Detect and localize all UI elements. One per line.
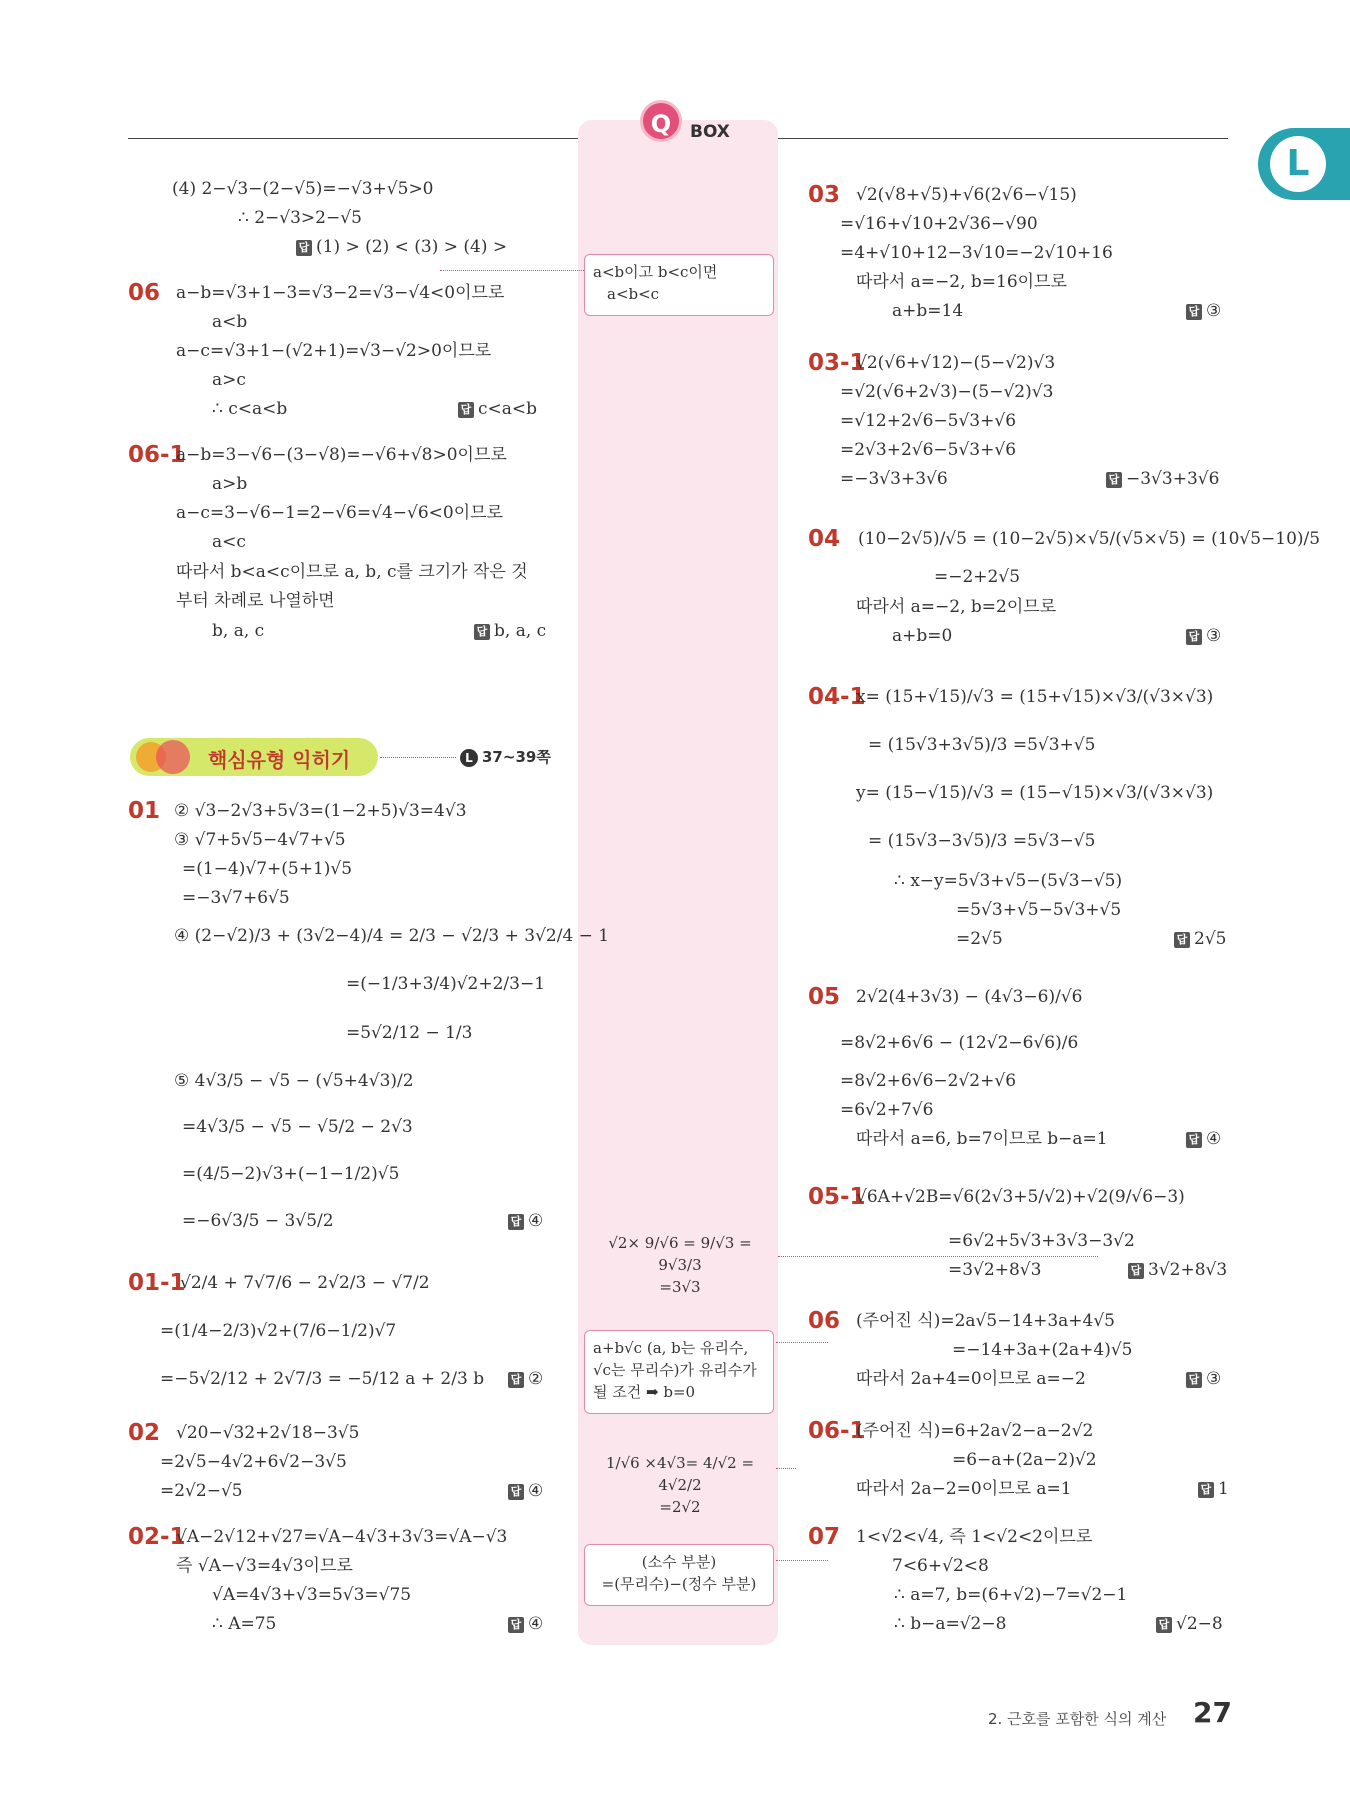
problem-number: 02 bbox=[128, 1420, 161, 1446]
answer: 답 √2−8 bbox=[1156, 1613, 1223, 1635]
page-number: 27 bbox=[1193, 1696, 1232, 1729]
solution-line: =(1/4−2/3)√2+(7/6−1/2)√7 bbox=[160, 1321, 397, 1341]
answer: 답 3√2+8√3 bbox=[1128, 1259, 1227, 1281]
solution-line: =8√2+6√6 − (12√2−6√6)/6 bbox=[840, 1033, 1079, 1053]
qbox-note: 1/√6 ×4√3= 4/√2 = 4√2/2 =2√2 bbox=[605, 1454, 755, 1516]
solution-line: =2√5−4√2+6√2−3√5 bbox=[160, 1452, 347, 1472]
solution-line: =5√2/12 − 1/3 bbox=[346, 1023, 473, 1043]
chapter-title: 2. 근호를 포함한 식의 계산 bbox=[988, 1710, 1167, 1728]
solution-line: = (15√3+3√5)/3 =5√3+√5 bbox=[868, 735, 1096, 755]
problem-number: 05-1 bbox=[808, 1184, 866, 1210]
section-banner bbox=[130, 738, 378, 776]
prev-answer: 답 (1) > (2) < (3) > (4) > bbox=[296, 236, 507, 258]
answer: 답 ② bbox=[508, 1368, 543, 1390]
problem-number: 03 bbox=[808, 182, 841, 208]
problem-number: 03-1 bbox=[808, 350, 866, 376]
answer: 답 ④ bbox=[508, 1613, 543, 1635]
badge-letter: L bbox=[1270, 136, 1326, 192]
solution-line: ② √3−2√3+5√3=(1−2+5)√3=4√3 bbox=[174, 801, 467, 821]
answer: 답 ③ bbox=[1186, 625, 1221, 647]
solution-line: 따라서 a=−2, b=16이므로 bbox=[856, 272, 1067, 292]
note-leader bbox=[778, 1256, 1098, 1257]
solution-line: =(1−4)√7+(5+1)√5 bbox=[182, 859, 353, 879]
solution-line: ④ (2−√2)/3 + (3√2−4)/4 = 2/3 − √2/3 + 3√2/4 − 1 bbox=[174, 926, 610, 946]
solution-line: a+b=0 bbox=[892, 626, 953, 646]
solution-line: 따라서 2a−2=0이므로 a=1 bbox=[856, 1479, 1072, 1499]
solution-line: 따라서 2a+4=0이므로 a=−2 bbox=[856, 1369, 1086, 1389]
solution-line: =−6√3/5 − 3√5/2 bbox=[182, 1211, 334, 1231]
solution-line: 따라서 a=−2, b=2이므로 bbox=[856, 597, 1057, 617]
top-rule-left bbox=[128, 138, 578, 139]
solution-line: √2(√8+√5)+√6(2√6−√15) bbox=[856, 185, 1077, 205]
solution-line: (주어진 식)=2a√5−14+3a+4√5 bbox=[856, 1311, 1115, 1331]
solution-line: =−3√3+3√6 bbox=[840, 469, 948, 489]
solution-line: ∴ c<a<b bbox=[212, 399, 288, 419]
solution-line: 즉 √A−√3=4√3이므로 bbox=[176, 1556, 353, 1576]
solution-line: a−b=√3+1−3=√3−2=√3−√4<0이므로 bbox=[176, 283, 505, 303]
solution-line: 7<6+√2<8 bbox=[892, 1556, 989, 1576]
problem-number: 07 bbox=[808, 1524, 841, 1550]
solution-line: √6A+√2B=√6(2√3+5/√2)+√2(9/√6−3) bbox=[856, 1187, 1185, 1207]
solution-line: √2(√6+√12)−(5−√2)√3 bbox=[856, 353, 1056, 373]
solution-line: √A−2√12+√27=√A−4√3+3√3=√A−√3 bbox=[176, 1527, 508, 1547]
solution-line: ∴ x−y=5√3+√5−(5√3−√5) bbox=[894, 871, 1123, 891]
solution-line: √20−√32+2√18−3√5 bbox=[176, 1423, 360, 1443]
answer: 답 1 bbox=[1198, 1478, 1229, 1500]
answer: 답 ③ bbox=[1186, 1368, 1221, 1390]
note-leader bbox=[776, 1342, 828, 1343]
answer: 답 2√5 bbox=[1174, 928, 1226, 950]
problem-number: 02-1 bbox=[128, 1524, 186, 1550]
solution-line: a<c bbox=[212, 532, 246, 552]
section-title: 핵심유형 익히기 bbox=[208, 748, 351, 772]
qbox-panel bbox=[578, 120, 778, 1645]
solution-line: ∴ A=75 bbox=[212, 1614, 277, 1634]
note-leader bbox=[776, 1560, 828, 1561]
solution-line: a−b=3−√6−(3−√8)=−√6+√8>0이므로 bbox=[176, 445, 507, 465]
solution-line: ⑤ 4√3/5 − √5 − (√5+4√3)/2 bbox=[174, 1071, 414, 1091]
solution-line: ③ √7+5√5−4√7+√5 bbox=[174, 830, 346, 850]
answer: 답 c<a<b bbox=[458, 398, 537, 420]
problem-number: 04 bbox=[808, 526, 841, 552]
solution-line: =5√3+√5−5√3+√5 bbox=[956, 900, 1122, 920]
answer: 답 ③ bbox=[1186, 300, 1221, 322]
solution-line: y= (15−√15)/√3 = (15−√15)×√3/(√3×√3) bbox=[856, 783, 1214, 803]
qbox-note: a<b이고 b<c이면 a<b<c bbox=[584, 254, 774, 316]
note-leader bbox=[440, 270, 586, 271]
solution-line: =4√3/5 − √5 − √5/2 − 2√3 bbox=[182, 1117, 413, 1137]
solution-line: x= (15+√15)/√3 = (15+√15)×√3/(√3×√3) bbox=[856, 687, 1214, 707]
solution-line: =(−1/3+3/4)√2+2/3−1 bbox=[346, 974, 546, 994]
solution-line: 따라서 a=6, b=7이므로 b−a=1 bbox=[856, 1129, 1108, 1149]
solution-line: =2√2−√5 bbox=[160, 1481, 243, 1501]
solution-line: 부터 차례로 나열하면 bbox=[176, 591, 335, 611]
solution-line: =−3√7+6√5 bbox=[182, 888, 290, 908]
solution-line: (주어진 식)=6+2a√2−a−2√2 bbox=[856, 1421, 1094, 1441]
solution-line: a<b bbox=[212, 312, 248, 332]
solution-line: b, a, c bbox=[212, 621, 265, 641]
answer: 답 −3√3+3√6 bbox=[1106, 468, 1219, 490]
problem-number: 06-1 bbox=[128, 442, 186, 468]
qbox-note: √2× 9/√6 = 9/√3 = 9√3/3 =3√3 bbox=[608, 1234, 752, 1296]
answer: 답 ④ bbox=[508, 1480, 543, 1502]
solution-line: =√2(√6+2√3)−(5−√2)√3 bbox=[840, 382, 1054, 402]
solution-line: = (15√3−3√5)/3 =5√3−√5 bbox=[868, 831, 1096, 851]
qbox-logo: Q bbox=[640, 100, 682, 142]
solution-line: =(4/5−2)√3+(−1−1/2)√5 bbox=[182, 1164, 400, 1184]
solution-line: =√12+2√6−5√3+√6 bbox=[840, 411, 1017, 431]
problem-number: 06 bbox=[808, 1308, 841, 1334]
solution-line: 1<√2<√4, 즉 1<√2<2이므로 bbox=[856, 1527, 1093, 1547]
solution-line: =6√2+7√6 bbox=[840, 1100, 934, 1120]
solution-line: =4+√10+12−3√10=−2√10+16 bbox=[840, 243, 1113, 263]
solution-line: √A=4√3+√3=5√3=√75 bbox=[212, 1585, 412, 1605]
solution-line: =−2+2√5 bbox=[934, 567, 1021, 587]
solution-line: =6√2+5√3+3√3−3√2 bbox=[948, 1231, 1135, 1251]
qbox-label: BOX bbox=[690, 122, 730, 142]
problem-number: 04-1 bbox=[808, 684, 866, 710]
solution-line: =√16+√10+2√36−√90 bbox=[840, 214, 1038, 234]
prev-line-1: (4) 2−√3−(2−√5)=−√3+√5>0 bbox=[172, 179, 434, 199]
solution-line: =2√3+2√6−5√3+√6 bbox=[840, 440, 1017, 460]
solution-line: a−c=√3+1−(√2+1)=√3−√2>0이므로 bbox=[176, 341, 492, 361]
problem-number: 01-1 bbox=[128, 1270, 186, 1296]
solution-line: ∴ a=7, b=(6+√2)−7=√2−1 bbox=[894, 1585, 1128, 1605]
solution-line: =8√2+6√6−2√2+√6 bbox=[840, 1071, 1017, 1091]
section-page-ref: L 37~39쪽 bbox=[460, 746, 551, 767]
solution-line: =6−a+(2a−2)√2 bbox=[952, 1450, 1097, 1470]
solution-line: √2/4 + 7√7/6 − 2√2/3 − √7/2 bbox=[180, 1273, 430, 1293]
chapter-badge bbox=[1258, 128, 1350, 200]
solution-line: 따라서 b<a<c이므로 a, b, c를 크기가 작은 것 bbox=[176, 562, 528, 582]
problem-number: 01 bbox=[128, 798, 161, 824]
problem-number: 05 bbox=[808, 984, 841, 1010]
solution-line: =2√5 bbox=[956, 929, 1003, 949]
solution-line: 2√2(4+3√3) − (4√3−6)/√6 bbox=[856, 987, 1083, 1007]
answer: 답 ④ bbox=[508, 1210, 543, 1232]
top-rule-right bbox=[778, 138, 1228, 139]
solution-line: =−5√2/12 + 2√7/3 = −5/12 a + 2/3 b bbox=[160, 1369, 485, 1389]
solution-line: ∴ b−a=√2−8 bbox=[894, 1614, 1007, 1634]
answer: 답 b, a, c bbox=[474, 620, 546, 642]
solution-line: (10−2√5)/√5 = (10−2√5)×√5/(√5×√5) = (10√5−10)/5 bbox=[858, 529, 1321, 549]
qbox-note: (소수 부분) =(무리수)−(정수 부분) bbox=[584, 1544, 774, 1606]
note-leader bbox=[776, 1468, 796, 1469]
solution-line: a+b=14 bbox=[892, 301, 964, 321]
solution-line: a>b bbox=[212, 474, 248, 494]
solution-line: a>c bbox=[212, 370, 246, 390]
solution-line: a−c=3−√6−1=2−√6=√4−√6<0이므로 bbox=[176, 503, 503, 523]
solution-line: =3√2+8√3 bbox=[948, 1260, 1042, 1280]
qbox-note: a+b√c (a, b는 유리수, √c는 무리수)가 유리수가 될 조건 ➡ b=0 bbox=[584, 1330, 774, 1414]
solution-line: =−14+3a+(2a+4)√5 bbox=[952, 1340, 1133, 1360]
answer: 답 ④ bbox=[1186, 1128, 1221, 1150]
section-leader bbox=[380, 757, 456, 758]
problem-number: 06-1 bbox=[808, 1418, 866, 1444]
prev-line-2: ∴ 2−√3>2−√5 bbox=[238, 208, 362, 228]
problem-number: 06 bbox=[128, 280, 161, 306]
